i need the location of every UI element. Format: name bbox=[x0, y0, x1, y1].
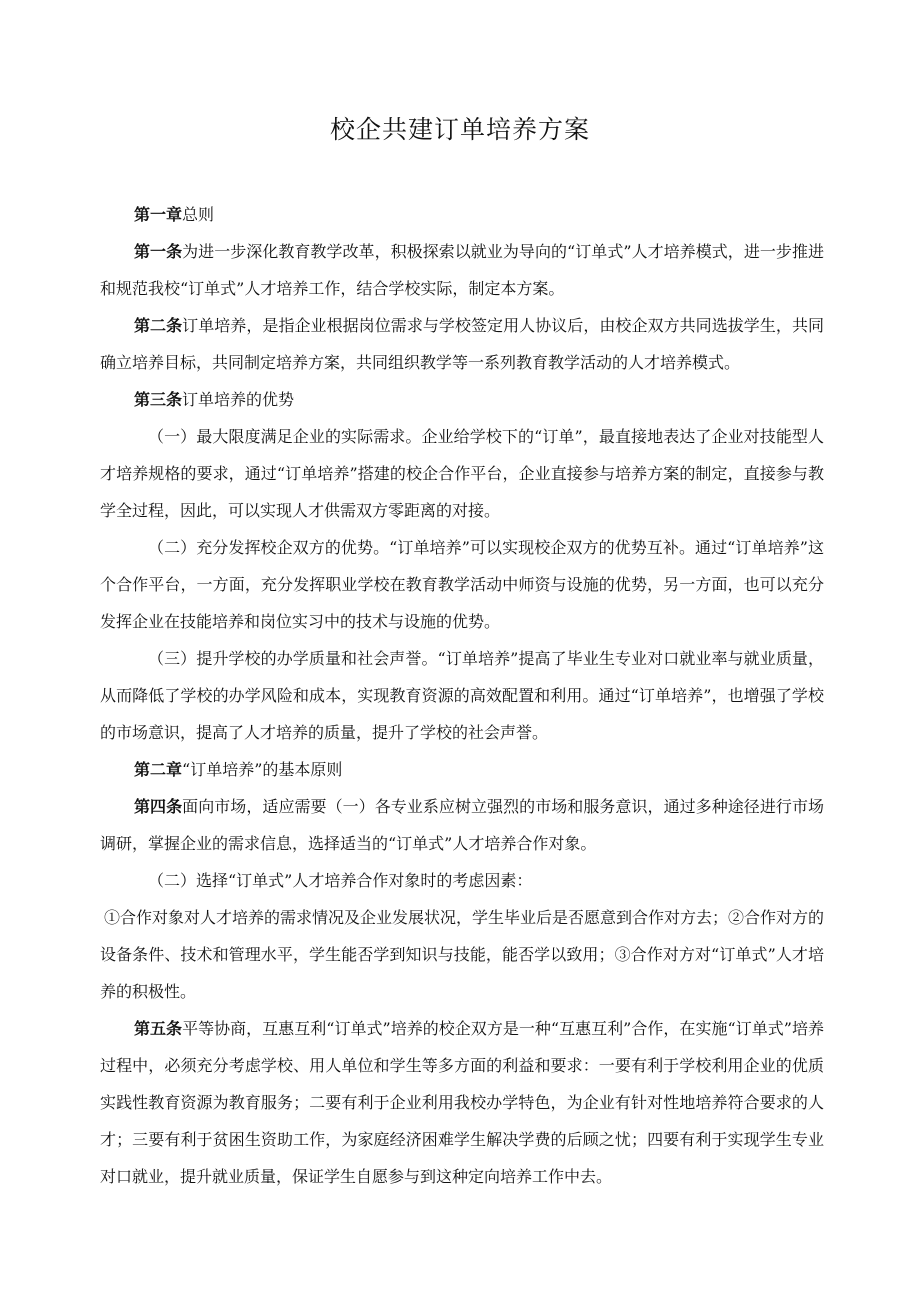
article1-text: 为进一步深化教育教学改革，积极探索以就业为导向的“订单式”人才培养模式，进一步推进和规范我校“订单式”人才培养工作，结合学校实际，制定本方案。 bbox=[100, 242, 824, 298]
chapter1-label: 第一章 bbox=[134, 205, 183, 224]
advantage2-paragraph: （二）充分发挥校企双方的优势。“订单培养”可以实现校企双方的优势互补。通过“订单培养”这个合作平台，一方面，充分发挥职业学校在教育教学活动中师资与设施的优势，另一方面，也可以充分发挥企业在技能培养和岗位实习中的技术与设施的优势。 bbox=[100, 538, 824, 631]
article3-label: 第三条 bbox=[134, 390, 183, 409]
chapter2-label: 第二章 bbox=[134, 760, 183, 779]
article4-label: 第四条 bbox=[134, 797, 183, 816]
article1-paragraph bbox=[100, 233, 824, 307]
chapter1-title: 总则 bbox=[182, 205, 215, 224]
article3-paragraph bbox=[100, 381, 824, 418]
article1-label: 第一条 bbox=[134, 242, 183, 261]
article5-text: 平等协商，互惠互利“订单式”培养的校企双方是一种“互惠互利”合作，在实施“订单式”培养过程中，必须充分考虑学校、用人单位和学生等多方面的利益和要求：一要有利于学校利用企业的优质实践性教育资源为教育服务；二要有利于企业利用我校办学特色，为企业有针对性地培养符合要求的人才；三要有利于贫困生资助工作，为家庭经济困难学生解决学费的后顾之忧；四要有利于实现学生专业对口就业，提升就业质量，保证学生自愿参与到这种定向培养工作中去。 bbox=[100, 1019, 824, 1186]
article4-item2-paragraph: （二）选择“订单式”人才培养合作对象时的考虑因素： bbox=[148, 871, 533, 890]
chapter1-heading bbox=[100, 196, 824, 233]
article4-paragraph bbox=[100, 788, 824, 862]
article2-paragraph bbox=[100, 307, 824, 381]
article5-label: 第五条 bbox=[134, 1019, 183, 1038]
article5-paragraph bbox=[100, 1010, 824, 1195]
document-body bbox=[100, 196, 824, 1195]
document-title: 校企共建订单培养方案 bbox=[329, 115, 590, 144]
article3-text: 订单培养的优势 bbox=[182, 390, 295, 409]
article4-text: 面向市场，适应需要（一）各专业系应树立强烈的市场和服务意识，通过多种途径进行市场调研，掌握企业的需求信息，选择适当的“订单式”人才培养合作对象。 bbox=[100, 797, 824, 853]
chapter2-title: “订单培养”的基本原则 bbox=[182, 760, 343, 779]
article4-factors-paragraph: ①合作对象对人才培养的需求情况及企业发展状况，学生毕业后是否愿意到合作对方去；②合作对方的设备条件、技术和管理水平，学生能否学到知识与技能，能否学以致用；③合作对方对“订单式”人才培养的积极性。 bbox=[100, 908, 825, 1001]
chapter2-heading bbox=[100, 751, 824, 788]
advantage3-paragraph: （三）提升学校的办学质量和社会声誉。“订单培养”提高了毕业生专业对口就业率与就业质量，从而降低了学校的办学风险和成本，实现教育资源的高效配置和利用。通过“订单培养”，也增强了学校的市场意识，提高了人才培养的质量，提升了学校的社会声誉。 bbox=[100, 649, 824, 742]
advantage1-paragraph: （一）最大限度满足企业的实际需求。企业给学校下的“订单”，最直接地表达了企业对技能型人才培养规格的要求，通过“订单培养”搭建的校企合作平台，企业直接参与培养方案的制定，直接参与教学全过程，因此，可以实现人才供需双方零距离的对接。 bbox=[100, 427, 824, 520]
article2-text: 订单培养，是指企业根据岗位需求与学校签定用人协议后，由校企双方共同选拔学生，共同确立培养目标，共同制定培养方案，共同组织教学等一系列教育教学活动的人才培养模式。 bbox=[100, 316, 824, 372]
article2-label: 第二条 bbox=[134, 316, 183, 335]
